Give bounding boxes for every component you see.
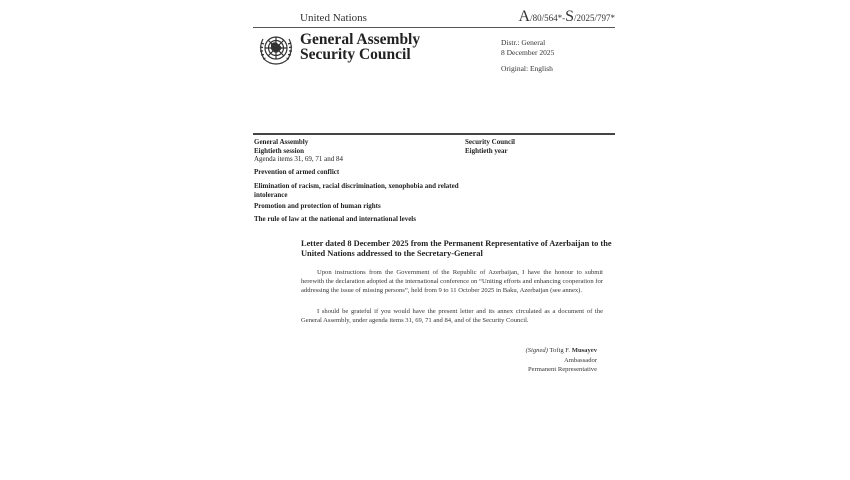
symbol-a-prefix: A xyxy=(518,8,531,25)
organ-title xyxy=(300,32,420,62)
agenda-item: The rule of law at the national and international levels xyxy=(254,215,416,223)
letter-title: Letter dated 8 December 2025 from the Permanent Representative of Azerbaijan to the United Nations addressed to the Secretary-General xyxy=(301,239,612,258)
distribution-block xyxy=(501,38,554,58)
signatory-last-name: Musayev xyxy=(571,347,597,354)
sc-year: Eightieth year xyxy=(465,146,508,155)
organ-security-council: Security Council xyxy=(300,46,411,63)
letter-paragraph: Upon instructions from the Government of the Republic of Azerbaijan, I have the honour to submit herewith the declaration adopted at the international conference on “Uniting efforts and enhancing cooperation for addressing the issue of missing persons”, held from 9 to 11 October 2025 in Baku, Azerbaijan (see annex). xyxy=(301,269,603,295)
signatory-first-name: Tofig F. xyxy=(549,347,571,354)
signature-line xyxy=(526,346,597,356)
ga-agenda: Agenda items 31, 69, 71 and 84 xyxy=(254,155,344,163)
organ-general-assembly: General Assembly xyxy=(300,31,421,48)
letter-paragraph: I should be grateful if you would have the present letter and its annex circulated as a document of the General Assembly, under agenda items 31, 69, 71 and 84, and of the Security Council. xyxy=(301,308,603,325)
sc-organ: Security Council xyxy=(465,138,515,146)
un-emblem-icon xyxy=(256,31,296,67)
document-date: 8 December 2025 xyxy=(501,48,555,57)
ga-organ: General Assembly xyxy=(254,138,309,146)
section-rule xyxy=(253,133,615,135)
organization-name: United Nations xyxy=(300,12,367,24)
original-language: Original: English xyxy=(501,64,553,73)
distribution: Distr.: General xyxy=(501,38,546,47)
signed-label: (Signed) xyxy=(525,347,548,354)
document-symbol xyxy=(519,8,615,26)
symbol-s-prefix: S xyxy=(565,8,574,25)
security-council-session xyxy=(465,138,515,155)
symbol-a-rest: /80/564*- xyxy=(530,13,566,23)
header-rule xyxy=(253,27,615,28)
general-assembly-session xyxy=(254,138,343,164)
symbol-s-rest: /2025/797* xyxy=(573,13,615,23)
ga-session: Eightieth session xyxy=(254,146,304,155)
signatory-title: Ambassador xyxy=(564,356,597,364)
agenda-item: Promotion and protection of human rights xyxy=(254,202,381,210)
agenda-item: Prevention of armed conflict xyxy=(254,168,340,176)
signature-block xyxy=(526,346,597,375)
agenda-item: Elimination of racism, racial discrimination, xenophobia and related intolerance xyxy=(254,182,459,199)
signatory-position: Permanent Representative xyxy=(527,366,597,373)
